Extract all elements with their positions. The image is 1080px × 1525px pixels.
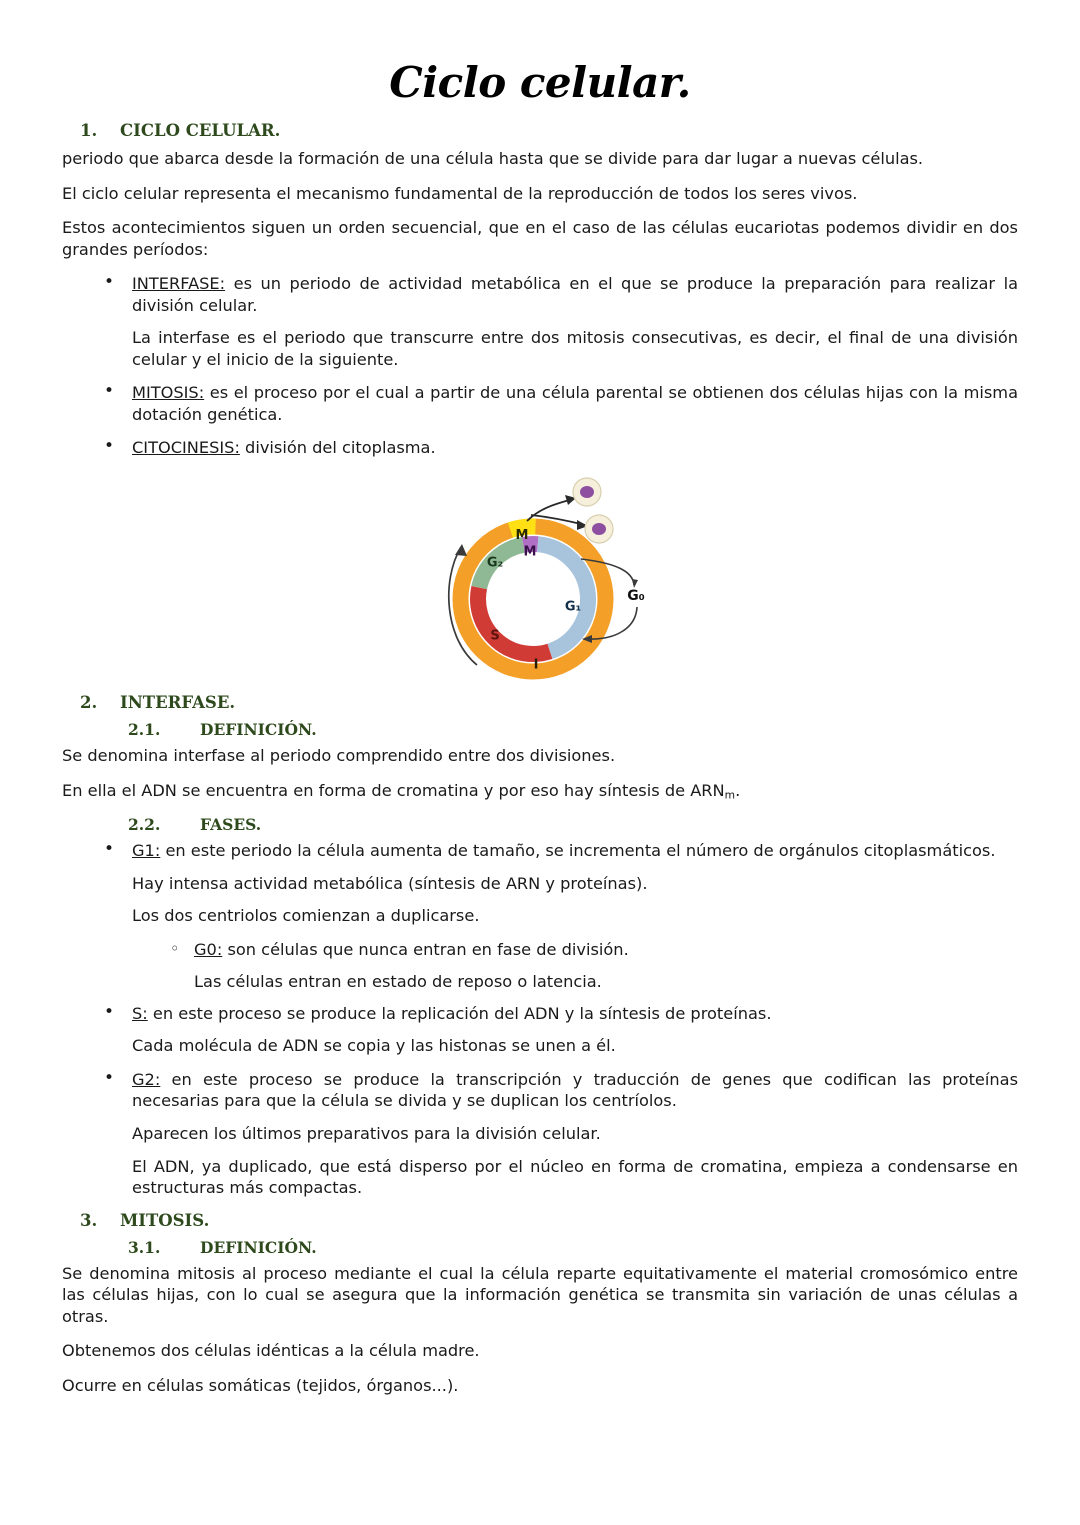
bullet-term-g2: G2:	[132, 1069, 161, 1089]
section-title-2: INTERFASE.	[120, 693, 236, 713]
subsection-number-2-2: 2.2.	[128, 815, 161, 835]
label-outer-m: M	[515, 528, 529, 544]
paragraph-3-0: Se denomina mitosis al proceso mediante el cual la célula reparte equitativamente el material cromosómico entre las células hijas, con lo cual se asegura que la información genética se transmita sin variación de unas células a otras.	[62, 1263, 1018, 1326]
bullet-text-citocinesis: división del citoplasma.	[239, 438, 436, 458]
arn-subscript: m	[724, 787, 736, 801]
daughter-cell-1-nucleus	[580, 486, 594, 498]
arn-text-after: .	[735, 780, 741, 800]
paragraph-1-0: periodo que abarca desde la formación de una célula hasta que se divide para dar lugar a nuevas células.	[62, 149, 924, 168]
section-number-2: 2.	[80, 693, 98, 713]
paragraph-1-1: El ciclo celular representa el mecanismo fundamental de la reproducción de todos los seres vivos.	[62, 183, 858, 203]
bullet-term-g1: G1:	[132, 841, 161, 861]
cycle-direction-arrowhead	[455, 544, 467, 556]
cell-cycle-figure	[62, 471, 1018, 691]
paragraph-1-2: Estos acontecimientos siguen un orden secuencial, que en el caso de las células eucariotas podemos dividir en dos grandes períodos:	[62, 218, 1018, 259]
bullet-continuation-g0-0: Las células entran en estado de reposo o latencia.	[194, 972, 602, 992]
daughter-cell-2	[585, 515, 613, 543]
daughter-cell-1	[573, 478, 601, 506]
bullet-text-g2: en este proceso se produce la transcripción y traducción de genes que codifican las proteínas necesarias para que la célula se divida y se duplican los centríolos.	[132, 1069, 1018, 1111]
paragraph-3-1: Obtenemos dos células idénticas a la célula madre.	[62, 1341, 480, 1361]
subsection-title-3-1: DEFINICIÓN.	[200, 1237, 317, 1257]
section-heading-3	[62, 1211, 1018, 1230]
subsection-number-2-1: 2.1.	[128, 720, 161, 740]
subsection-heading-3-1	[62, 1238, 1018, 1257]
paragraph-2-0: Se denomina interfase al periodo comprendido entre dos divisiones.	[62, 746, 616, 766]
bullet-text-interfase: es un periodo de actividad metabólica en el que se produce la preparación para realizar la división celular.	[132, 274, 1018, 315]
bullet-list-periodos	[62, 273, 1018, 459]
paragraph-3-2: Ocurre en células somáticas (tejidos, órganos...).	[62, 1375, 459, 1395]
list-item	[62, 382, 1018, 425]
bullet-continuation-interfase: La interfase es el periodo que transcurre entre dos mitosis consecutivas, es decir, el final de una división celular y el inicio de la siguiente.	[132, 328, 1018, 369]
list-item	[62, 1069, 1018, 1199]
subsection-title-2-1: DEFINICIÓN.	[200, 720, 317, 740]
label-inner-g1: G₁	[564, 599, 582, 615]
bullet-text-s: en este proceso se produce la replicación del ADN y la síntesis de proteínas.	[147, 1003, 772, 1023]
subsection-number-3-1: 3.1.	[128, 1237, 161, 1257]
bullet-term-citocinesis: CITOCINESIS:	[132, 438, 240, 458]
label-g0: G₀	[627, 588, 645, 605]
bullet-term-s: S:	[132, 1003, 148, 1023]
label-inner-g2: G₂	[486, 555, 504, 571]
bullet-continuation-g1-0: Hay intensa actividad metabólica (síntesis de ARN y proteínas).	[132, 873, 648, 893]
list-item	[62, 840, 1018, 927]
bullet-text-g1: en este periodo la célula aumenta de tamaño, se incrementa el número de orgánulos citoplasmáticos.	[160, 841, 996, 861]
section-heading-2	[62, 693, 1018, 712]
subsection-heading-2-2	[62, 815, 1018, 834]
section-number-3: 3.	[80, 1210, 98, 1230]
section-title-3: MITOSIS.	[120, 1210, 210, 1230]
cell-cycle-diagram	[415, 471, 665, 691]
bullet-term-g0: G0:	[194, 939, 223, 959]
bullet-continuation-g1-1: Los dos centriolos comienzan a duplicarse.	[132, 906, 480, 926]
subsection-title-2-2: FASES.	[200, 815, 262, 835]
label-inner-s: S	[490, 628, 500, 644]
section-title-1: CICLO CELULAR.	[120, 121, 281, 140]
list-item	[62, 1003, 1018, 1057]
list-item	[62, 939, 1018, 993]
daughter-cell-2-nucleus	[592, 523, 606, 535]
section-number-1: 1.	[80, 121, 98, 140]
bullet-term-mitosis: MITOSIS:	[132, 383, 205, 403]
label-outer-interphase: I	[533, 657, 539, 673]
bullet-continuation-g2-1: El ADN, ya duplicado, que está disperso por el núcleo en forma de cromatina, empieza a condensarse en estructuras más compactas.	[132, 1156, 1018, 1198]
paragraph-arn	[62, 780, 1018, 803]
bullet-continuation-s-0: Cada molécula de ADN se copia y las histonas se unen a él.	[132, 1036, 616, 1056]
page-title: Ciclo celular.	[389, 58, 691, 107]
bullet-text-mitosis: es el proceso por el cual a partir de una célula parental se obtienen dos células hijas con la misma dotación genética.	[132, 383, 1018, 424]
g0-arrowhead-out	[632, 579, 638, 588]
list-item	[62, 273, 1018, 370]
arn-text-before: En ella el ADN se encuentra en forma de cromatina y por eso hay síntesis de ARN	[62, 780, 725, 800]
section-heading-1	[62, 121, 1018, 140]
bullet-continuation-g2-0: Aparecen los últimos preparativos para la división celular.	[132, 1124, 601, 1144]
inner-segment-g1	[538, 544, 588, 651]
label-inner-m: M	[523, 544, 537, 560]
bullet-term-interfase: INTERFASE:	[132, 274, 226, 294]
bullet-list-fases	[62, 840, 1018, 1199]
bullet-text-g0: son células que nunca entran en fase de división.	[222, 939, 629, 959]
subsection-heading-2-1	[62, 720, 1018, 739]
list-item	[62, 437, 1018, 459]
